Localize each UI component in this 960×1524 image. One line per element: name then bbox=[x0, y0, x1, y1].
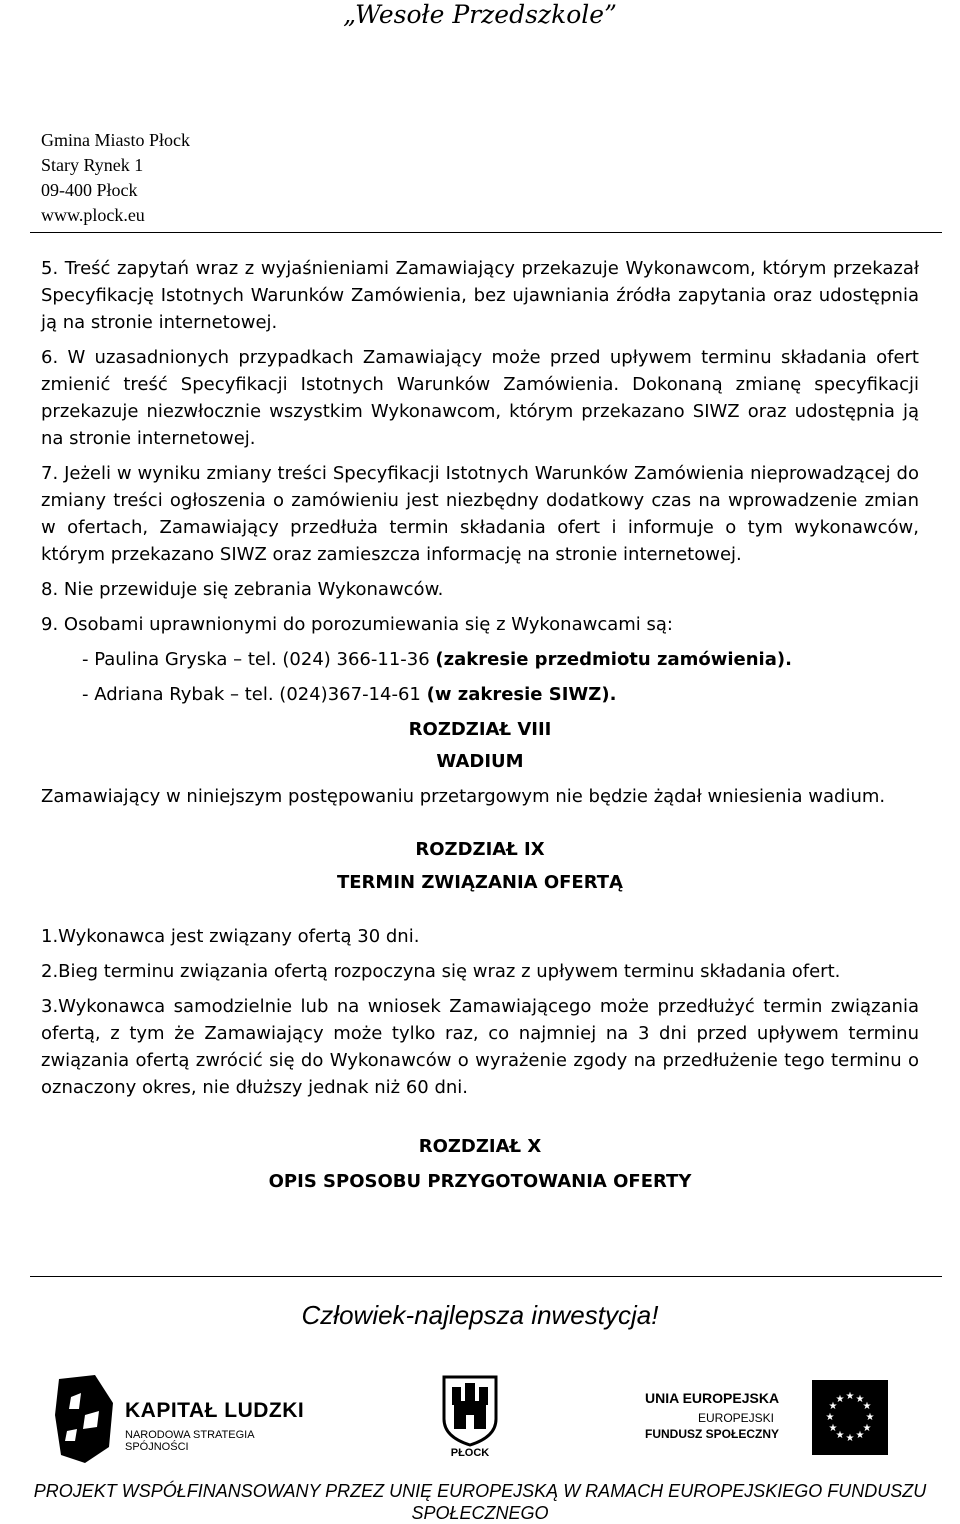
section-9-point-1: 1.Wykonawca jest związany ofertą 30 dni. bbox=[41, 926, 420, 947]
svg-text:★: ★ bbox=[835, 1430, 845, 1441]
section-8-subtitle: WADIUM bbox=[436, 751, 524, 772]
address-line: 09-400 Płock bbox=[41, 180, 138, 200]
eu-line-1: UNIA EUROPEJSKA bbox=[645, 1390, 780, 1406]
contact-paulina bbox=[41, 646, 919, 673]
paragraph-9: 9. Osobami uprawnionymi do porozumiewania się z Wykonawcami są: bbox=[41, 614, 673, 635]
svg-text:★: ★ bbox=[835, 1394, 845, 1405]
plock-label: PŁOCK bbox=[450, 1447, 490, 1459]
address-line: Stary Rynek 1 bbox=[41, 155, 144, 175]
kapital-ludzki-logo bbox=[55, 1375, 315, 1465]
section-9-subtitle: TERMIN ZWIĄZANIA OFERTĄ bbox=[336, 872, 623, 893]
contact-adriana bbox=[41, 681, 919, 708]
eu-line-2: EUROPEJSKI bbox=[698, 1411, 775, 1425]
paragraph-7: 7. Jeżeli w wyniku zmiany treści Specyfikacji Istotnych Warunków Zamówienia nieprowadzącej do zmiany treści ogłoszenia o zamówieniu jest niezbędny dodatkowy czas na wprowadzenie zmian w ofertach, Zamawiający przedłuża termin składania ofert i informuje o tym wykonawców, którym przekazano SIWZ oraz zamieszcza informację na stronie internetowej. bbox=[41, 463, 919, 565]
kapital-ludzki-subtitle: NARODOWA STRATEGIA SPÓJNOŚCI bbox=[125, 1429, 254, 1453]
svg-text:★: ★ bbox=[828, 1423, 838, 1434]
section-8-title: ROZDZIAŁ VIII bbox=[408, 719, 552, 740]
document-body bbox=[41, 255, 919, 1195]
footer-slogan: Człowiek-najlepsza inwestycja! bbox=[301, 1300, 659, 1330]
eu-line-3: FUNDUSZ SPOŁECZNY bbox=[645, 1427, 780, 1441]
paragraph-8: 8. Nie przewiduje się zebrania Wykonawców. bbox=[41, 579, 444, 600]
eu-flag-icon bbox=[812, 1380, 888, 1455]
contact-text: - Adriana Rybak – tel. (024)367-14-61 bbox=[82, 684, 421, 705]
svg-text:★: ★ bbox=[862, 1401, 872, 1412]
svg-text:★: ★ bbox=[845, 1433, 855, 1444]
section-10-title: ROZDZIAŁ X bbox=[418, 1136, 542, 1157]
contact-text: - Paulina Gryska – tel. (024) 366-11-36 bbox=[82, 649, 430, 670]
svg-text:★: ★ bbox=[865, 1412, 875, 1423]
footer-divider bbox=[30, 1276, 942, 1277]
header-divider bbox=[30, 232, 942, 233]
section-9-title: ROZDZIAŁ IX bbox=[415, 839, 545, 860]
svg-text:★: ★ bbox=[828, 1401, 838, 1412]
svg-text:★: ★ bbox=[845, 1391, 855, 1402]
eu-social-fund-logo bbox=[640, 1380, 890, 1455]
svg-text:★: ★ bbox=[825, 1412, 835, 1423]
section-9-point-2: 2.Bieg terminu związania ofertą rozpoczyna się wraz z upływem terminu składania ofert. bbox=[41, 961, 841, 982]
section-9-point-3: 3.Wykonawca samodzielnie lub na wniosek Zamawiającego może przedłużyć termin związania ofertą, z tym że Zamawiający może tylko raz, co najmniej na 3 dni przed upływem terminu związania ofertą zwrócić się do Wykonawców o wyrażenie zgody na przedłużenie tego terminu o oznaczony okres, nie dłuższy jednak niż 60 dni. bbox=[41, 996, 919, 1098]
svg-text:★: ★ bbox=[862, 1423, 872, 1434]
section-8-text: Zamawiający w niniejszym postępowaniu przetargowym nie będzie żądał wniesienia wadium. bbox=[41, 786, 886, 807]
section-10-subtitle: OPIS SPOSOBU PRZYGOTOWANIA OFERTY bbox=[268, 1171, 692, 1192]
address-line: Gmina Miasto Płock bbox=[41, 130, 190, 150]
paragraph-6: 6. W uzasadnionych przypadkach Zamawiający może przed upływem terminu składania ofert zmienić treść Specyfikacji Istotnych Warunków Zamówienia. Dokonaną zmianę specyfikacji przekazuje niezwłocznie wszystkim Wykonawcom, którym przekazano SIWZ oraz udostępnia ją na stronie internetowej. bbox=[41, 347, 919, 449]
address-block bbox=[41, 128, 190, 228]
kapital-ludzki-emblem-icon bbox=[55, 1375, 117, 1465]
paragraph-5: 5. Treść zapytań wraz z wyjaśnieniami Zamawiający przekazuje Wykonawcom, którym przekazał Specyfikację Istotnych Warunków Zamówienia, bez ujawniania źródła zapytania oraz udostępnia ją na stronie internetowej. bbox=[41, 258, 919, 333]
plock-castle-icon bbox=[440, 1375, 500, 1447]
contact-scope: (zakresie przedmiotu zamówienia). bbox=[435, 649, 792, 670]
address-website: www.plock.eu bbox=[41, 205, 145, 225]
eu-stars-icon bbox=[812, 1380, 888, 1455]
plock-coat-of-arms bbox=[440, 1375, 500, 1465]
svg-text:★: ★ bbox=[855, 1430, 865, 1441]
document-header-title: „Wesołe Przedszkole” bbox=[343, 0, 617, 29]
contact-scope: (w zakresie SIWZ). bbox=[426, 684, 617, 705]
svg-text:★: ★ bbox=[855, 1394, 865, 1405]
kapital-ludzki-title: KAPITAŁ LUDZKI bbox=[125, 1399, 305, 1422]
footer-project-note: PROJEKT WSPÓŁFINANSOWANY PRZEZ UNIĘ EUROPEJSKĄ W RAMACH EUROPEJSKIEGO FUNDUSZU SPOŁECZNEGO bbox=[33, 1481, 927, 1523]
